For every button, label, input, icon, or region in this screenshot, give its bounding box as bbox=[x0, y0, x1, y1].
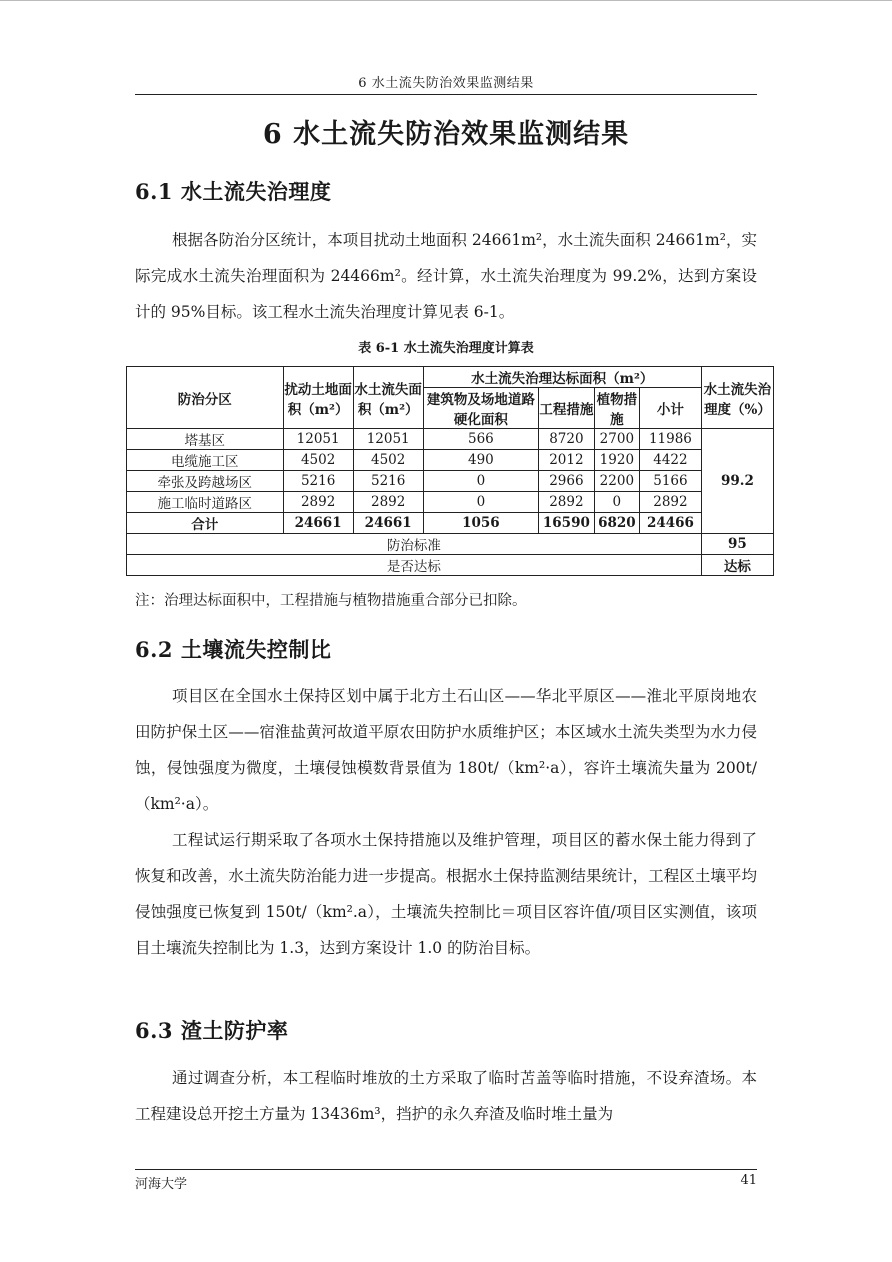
met-label: 是否达标 bbox=[127, 555, 702, 576]
section-6-2-paragraph-2: 工程试运行期采取了各项水土保持措施以及维护管理，项目区的蓄水保土能力得到了恢复和改善，水土流失防治能力进一步提高。根据水土保持监测结果统计，工程区土壤平均侵蚀强度已恢复到 150t/（km².a），土壤流失控制比＝项目区容许值/项目区实测值，该项目土壤流失控制比为 1.3，达到方案设计 1.0 的防治目标。 bbox=[135, 831, 757, 957]
cell-engineering: 2892 bbox=[539, 492, 595, 513]
table-row bbox=[127, 450, 774, 471]
total-subtotal: 24466 bbox=[640, 513, 702, 534]
total-engineering: 16590 bbox=[539, 513, 595, 534]
cell-vegetation: 2700 bbox=[594, 429, 639, 450]
top-edge-line bbox=[0, 0, 892, 1]
cell-disturbed: 4502 bbox=[283, 450, 353, 471]
cell-zone: 电缆施工区 bbox=[127, 450, 284, 471]
table-caption: 表 6-1 水土流失治理度计算表 bbox=[358, 341, 534, 356]
header-disturbed-area: 扰动土地面积（m²） bbox=[283, 367, 353, 429]
cell-vegetation: 0 bbox=[594, 492, 639, 513]
cell-buildings: 566 bbox=[423, 429, 538, 450]
table-row bbox=[127, 471, 774, 492]
cell-loss: 4502 bbox=[353, 450, 423, 471]
standard-label: 防治标准 bbox=[127, 534, 702, 555]
header-engineering: 工程措施 bbox=[539, 388, 595, 429]
cell-subtotal: 5166 bbox=[640, 471, 702, 492]
header-treatment-degree: 水土流失治理度（%） bbox=[701, 367, 773, 429]
section-6-2-title: 6.2 土壤流失控制比 bbox=[135, 637, 332, 662]
cell-loss: 5216 bbox=[353, 471, 423, 492]
table-total-row bbox=[127, 513, 774, 534]
total-buildings: 1056 bbox=[423, 513, 538, 534]
met-row bbox=[127, 555, 774, 576]
cell-engineering: 2012 bbox=[539, 450, 595, 471]
cell-loss: 2892 bbox=[353, 492, 423, 513]
table-header-row bbox=[127, 367, 774, 388]
page-number: 41 bbox=[740, 1173, 757, 1188]
cell-zone: 牵张及跨越场区 bbox=[127, 471, 284, 492]
cell-subtotal: 11986 bbox=[640, 429, 702, 450]
section-6-2-paragraph-1: 项目区在全国水土保持区划中属于北方土石山区——华北平原区——淮北平原岗地农田防护保土区——宿淮盐黄河故道平原农田防护水质维护区；本区域水土流失类型为水力侵蚀，侵蚀强度为微度，土壤侵蚀模数背景值为 180t/（km²·a），容许土壤流失量为 200t/（km²·a）。 bbox=[135, 687, 757, 813]
header-zone: 防治分区 bbox=[127, 367, 284, 429]
footer-institution: 河海大学 bbox=[135, 1177, 188, 1192]
cell-subtotal: 2892 bbox=[640, 492, 702, 513]
table-note: 注：治理达标面积中，工程措施与植物措施重合部分已扣除。 bbox=[135, 593, 527, 609]
cell-subtotal: 4422 bbox=[640, 450, 702, 471]
header-loss-area: 水土流失面积（m²） bbox=[353, 367, 423, 429]
cell-engineering: 2966 bbox=[539, 471, 595, 492]
cell-zone: 塔基区 bbox=[127, 429, 284, 450]
total-disturbed: 24661 bbox=[283, 513, 353, 534]
header-subtotal: 小计 bbox=[640, 388, 702, 429]
standard-value: 95 bbox=[701, 534, 773, 555]
header-vegetation: 植物措施 bbox=[594, 388, 639, 429]
cell-engineering: 8720 bbox=[539, 429, 595, 450]
cell-vegetation: 1920 bbox=[594, 450, 639, 471]
header-treated-area-group: 水土流失治理达标面积（m²） bbox=[423, 367, 701, 388]
met-value: 达标 bbox=[701, 555, 773, 576]
header-rule bbox=[135, 94, 757, 95]
cell-disturbed: 2892 bbox=[283, 492, 353, 513]
table-row bbox=[127, 492, 774, 513]
cell-buildings: 0 bbox=[423, 492, 538, 513]
cell-loss: 12051 bbox=[353, 429, 423, 450]
cell-disturbed: 5216 bbox=[283, 471, 353, 492]
header-buildings: 建筑物及场地道路硬化面积 bbox=[423, 388, 538, 429]
cell-zone: 施工临时道路区 bbox=[127, 492, 284, 513]
section-6-1-title: 6.1 水土流失治理度 bbox=[135, 179, 332, 204]
standard-row bbox=[127, 534, 774, 555]
cell-buildings: 0 bbox=[423, 471, 538, 492]
cell-disturbed: 12051 bbox=[283, 429, 353, 450]
section-6-3-title: 6.3 渣土防护率 bbox=[135, 1018, 289, 1043]
total-vegetation: 6820 bbox=[594, 513, 639, 534]
table-row bbox=[127, 429, 774, 450]
footer-rule bbox=[135, 1169, 757, 1170]
treatment-degree-table bbox=[126, 366, 774, 576]
section-6-1-paragraph: 根据各防治分区统计，本项目扰动土地面积 24661m²，水土流失面积 24661m²，实际完成水土流失治理面积为 24466m²。经计算，水土流失治理度为 99.2%，达到方案设计的 95%目标。该工程水土流失治理度计算见表 6-1。 bbox=[135, 231, 757, 321]
chapter-title: 6 水土流失防治效果监测结果 bbox=[262, 119, 630, 150]
section-6-3-paragraph: 通过调查分析，本工程临时堆放的土方采取了临时苫盖等临时措施，不设弃渣场。本工程建设总开挖土方量为 13436m³，挡护的永久弃渣及临时堆土量为 bbox=[135, 1069, 757, 1123]
total-label: 合计 bbox=[127, 513, 284, 534]
cell-treatment-degree: 99.2 bbox=[701, 429, 773, 534]
total-loss: 24661 bbox=[353, 513, 423, 534]
running-header: 6 水土流失防治效果监测结果 bbox=[358, 76, 534, 91]
cell-vegetation: 2200 bbox=[594, 471, 639, 492]
cell-buildings: 490 bbox=[423, 450, 538, 471]
